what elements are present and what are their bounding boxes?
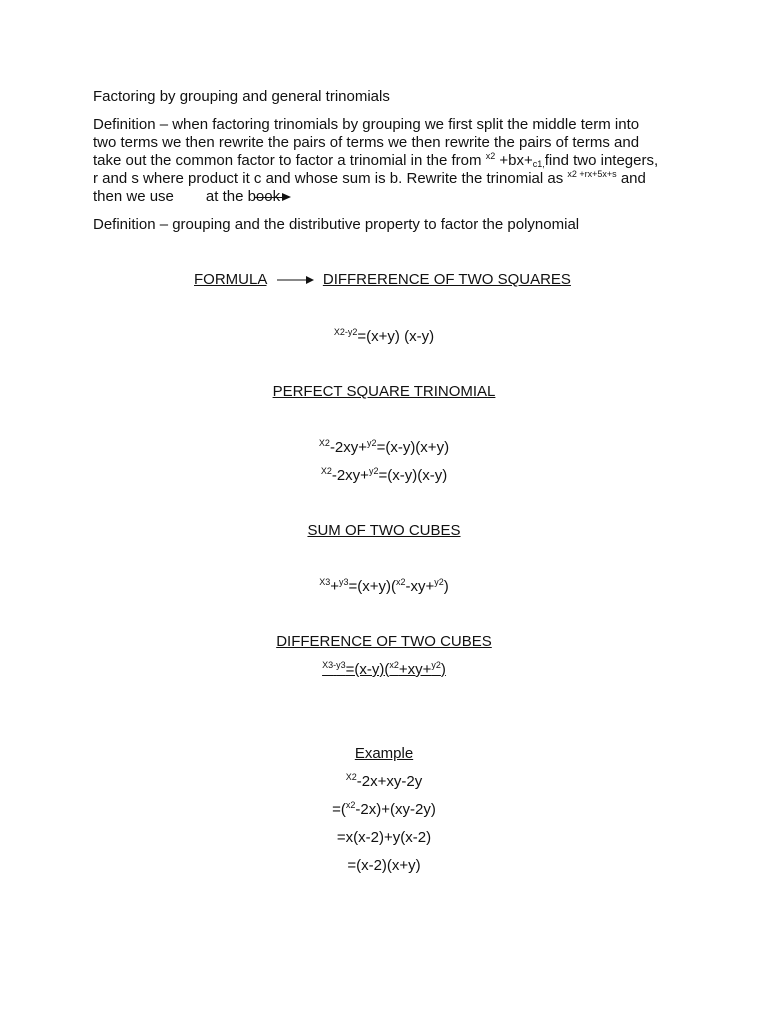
example-line-1	[0, 773, 768, 791]
superscript: -	[344, 327, 348, 337]
superscript: x2	[345, 800, 356, 810]
difference-of-squares-heading: DIFFRERENCE OF TWO SQUARES	[322, 271, 571, 288]
formula-text: =(x-y)(	[345, 661, 390, 678]
strike-line	[255, 197, 287, 198]
superscript: y3	[338, 577, 349, 587]
formula-text: =(x+y) (x-y)	[357, 328, 435, 345]
definition-paragraph-2: Definition – grouping and the distributive property to factor the polynomial	[93, 216, 580, 233]
formula-text: +xy+	[398, 661, 432, 678]
superscript: y2	[367, 438, 377, 448]
definition-line-3-text-a: take out the common factor to factor a trinomial in the from	[93, 152, 486, 169]
formula-text: =(	[332, 801, 346, 818]
example-heading: Example	[354, 745, 414, 762]
arrow-right-icon	[274, 274, 316, 286]
sum-of-cubes-heading: SUM OF TWO CUBES	[307, 522, 461, 539]
formula-text: -2xy+	[331, 467, 369, 484]
perfect-square-formula-2	[0, 467, 768, 485]
definition-line-1: Definition – when factoring trinomials by grouping we first split the middle term into	[93, 116, 640, 133]
definition-line-3-text-b: +bx+	[495, 152, 533, 169]
definition-line-5	[93, 188, 678, 206]
difference-of-cubes-formula	[0, 661, 768, 679]
sum-of-cubes-formula	[0, 578, 768, 596]
superscript: -	[333, 660, 337, 670]
definition-line-5-text-b: at the book	[205, 188, 281, 205]
superscript: x2	[389, 660, 399, 670]
formula-text: =(x-y)(x-y)	[378, 467, 448, 484]
superscript: X2	[345, 772, 357, 782]
definition-line-3	[93, 152, 678, 170]
document-title: Factoring by grouping and general trinomials	[93, 88, 390, 105]
formula-text: +	[330, 578, 339, 595]
example-line-2	[0, 801, 768, 819]
difference-of-cubes-heading: DIFFERENCE OF TWO CUBES	[276, 633, 492, 650]
definition-line-3-text-c: find two integers,	[544, 152, 659, 169]
subscript: c1,	[532, 159, 545, 169]
formula-label: FORMULA	[194, 271, 267, 288]
definition-line-5-text-a: then we use	[93, 188, 174, 205]
superscript: y2	[434, 577, 444, 587]
example-line-3: =x(x-2)+y(x-2)	[336, 829, 432, 846]
superscript: X2	[320, 466, 332, 476]
perfect-square-formula-1	[0, 439, 768, 457]
formula-text: -2x)+(xy-2y)	[355, 801, 436, 818]
example-line-4: =(x-2)(x+y)	[347, 857, 421, 874]
superscript: x2	[485, 151, 496, 161]
superscript: y2	[347, 327, 358, 337]
superscript: X3	[319, 577, 331, 587]
formula-text: =(x+y)(	[348, 578, 396, 595]
superscript: x2 +rx+5x+s	[567, 169, 617, 179]
superscript: X2	[333, 327, 345, 337]
definition-line-2: two terms we then rewrite the pairs of terms we then rewrite the pairs of terms and	[93, 134, 640, 151]
superscript: X3	[322, 660, 334, 670]
formula-text: -xy+	[405, 578, 435, 595]
formula-text: -2x+xy-2y	[356, 773, 423, 790]
formula-heading	[194, 271, 571, 289]
superscript: y2	[431, 660, 441, 670]
definition-line-4	[93, 170, 678, 188]
definition-line-4-text-a: r and s where product it c and whose sum is b. Rewrite the trinomial as	[93, 170, 568, 187]
formula-text: -2xy+	[329, 439, 368, 456]
formula-text: =(x-y)(x+y)	[376, 439, 450, 456]
perfect-square-heading: PERFECT SQUARE TRINOMIAL	[272, 383, 496, 400]
formula-text: )	[443, 578, 449, 595]
superscript: y3	[336, 660, 346, 670]
definition-paragraph-1	[93, 116, 678, 206]
formula-text: )	[440, 661, 446, 678]
definition-line-4-text-b: and	[616, 170, 646, 187]
difference-of-squares-formula	[0, 328, 768, 346]
superscript: y2	[368, 466, 379, 476]
superscript: x2	[396, 577, 406, 587]
superscript: X2	[318, 438, 330, 448]
